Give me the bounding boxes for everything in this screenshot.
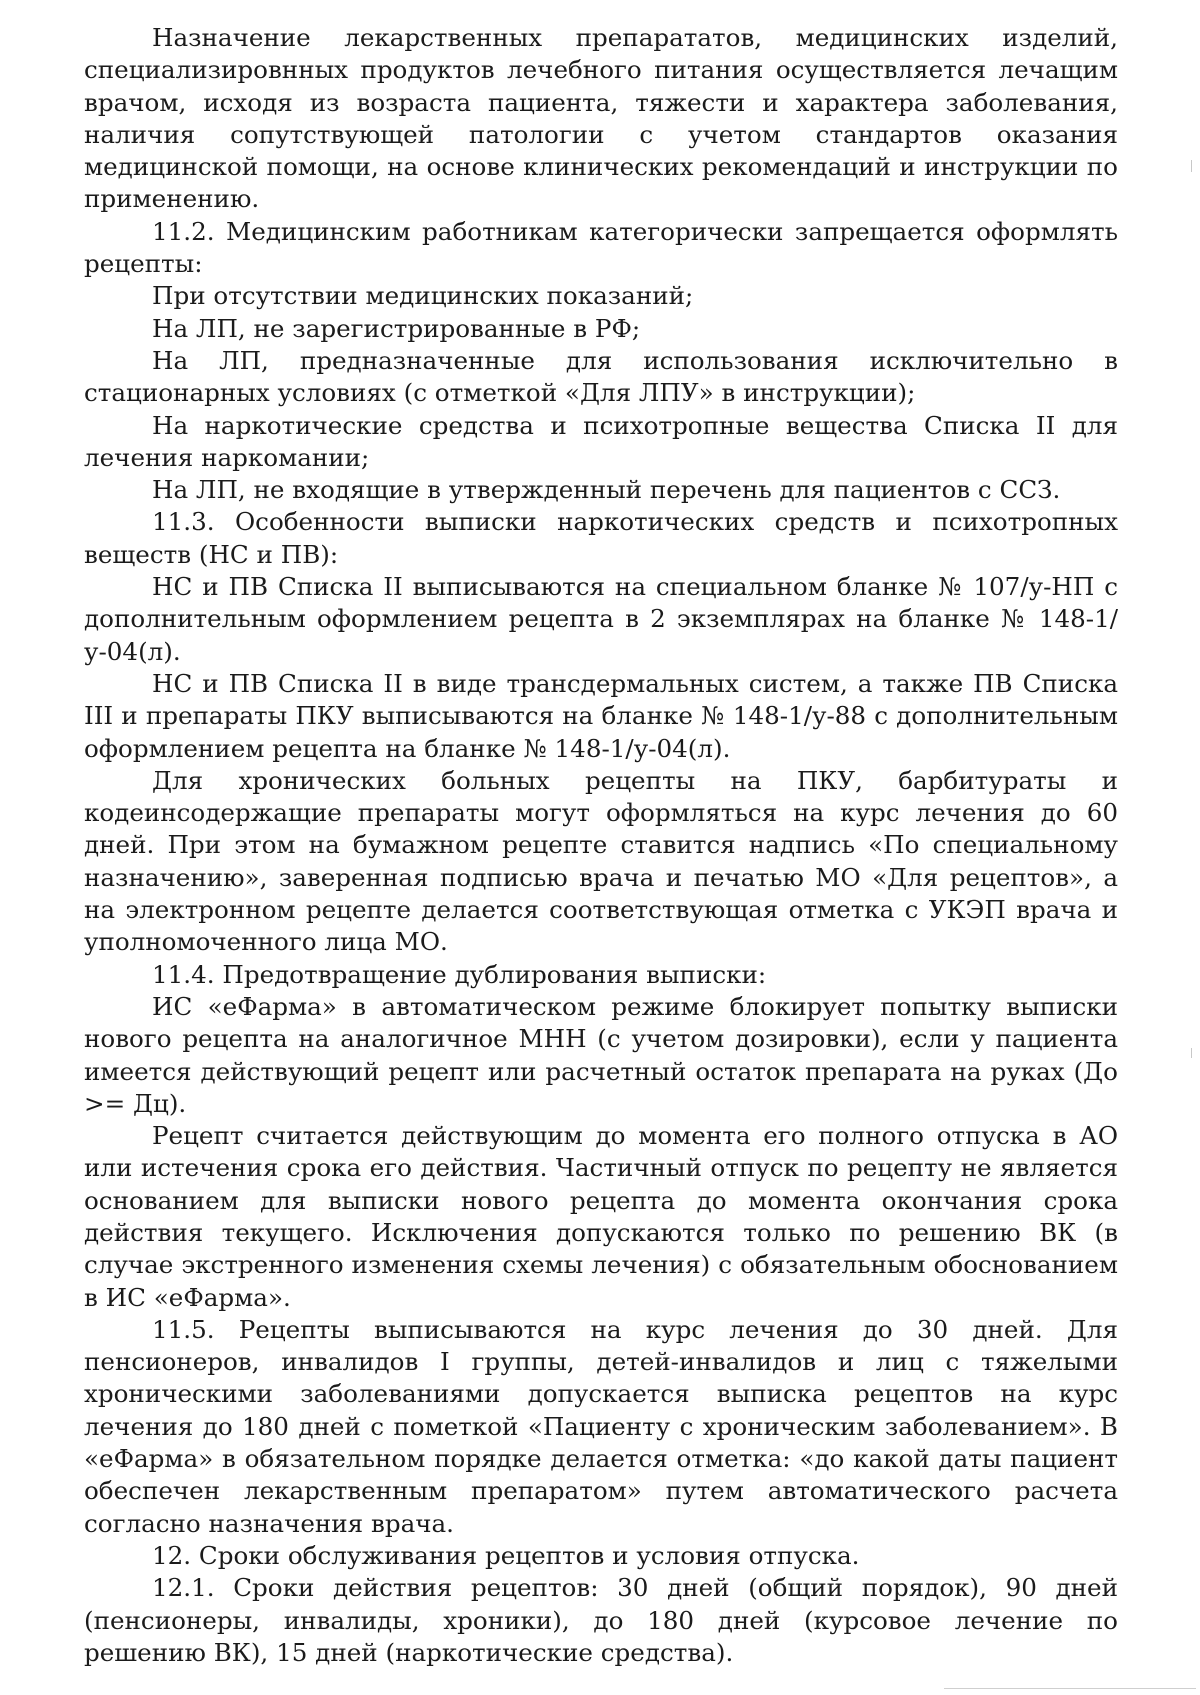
list-item-hospital-only: На ЛП, предназначенные для использования исключительно в стационарных условиях (с отметкой «Для ЛПУ» в инструкции); <box>84 345 1118 408</box>
paragraph-11-5-course: 11.5. Рецепты выписываются на курс лечения до 30 дней. Для пенсионеров, инвалидов I группы, детей-инвалидов и лиц с тяжелыми хроническими заболеваниями допускается выписка рецептов на курс лечения до 180 дней с пометкой «Пациенту с хроническим заболеванием». В «еФарма» в обязательном порядке делается отметка: «до какой даты пациент обеспечен лекарственным препаратом» путем автоматического расчета согласно назначения врача. <box>84 1314 1118 1538</box>
paragraph-transdermal: НС и ПВ Списка II в виде трансдермальных систем, а также ПВ Списка III и препараты ПКУ выписываются на бланке № 148-1/у-88 с дополнительным оформлением рецепта на бланке № 148-1/у-04(л). <box>84 668 1118 763</box>
paragraph-prescribing-basis: Назначение лекарственных препарататов, медицинских изделий, специализировнных продуктов лечебного питания осуществляется лечащим врачом, исходя из возраста пациента, тяжести и характера заболевания, наличия сопутствующей патологии с учетом стандартов оказания медицинской помощи, на основе клинических рекомендаций и инструкции по применению. <box>84 23 1118 214</box>
paragraph-valid-prescription: Рецепт считается действующим до момента его полного отпуска в АО или истечения срока его действия. Частичный отпуск по рецепту не является основанием для выписки нового рецепта до момента окончания срока действия текущего. Исключения допускаются только по решению ВК (в случае экстренного изменения схемы лечения) с обязательным обоснованием в ИС «еФарма». <box>84 1121 1118 1312</box>
scan-edge-line <box>1191 1048 1192 1058</box>
paragraph-list-ii-forms: НС и ПВ Списка II выписываются на специальном бланке № 107/у-НП с дополнительным оформлением рецепта в 2 экземплярах на бланке № 148-1/у-04(л). <box>84 572 1118 666</box>
paragraph-chronic-patients: Для хронических больных рецепты на ПКУ, барбитураты и кодеинсодержащие препараты могут оформляться на курс лечения до 60 дней. При этом на бумажном рецепте ставится надпись «По специальному назначению», заверенная подписью врача и печатью МО «Для рецептов», а на электронном рецепте делается соответствующая отметка с УКЭП врача и уполномоченного лица МО. <box>84 765 1118 957</box>
paragraph-12-1-validity: 12.1. Сроки действия рецептов: 30 дней (общий порядок), 90 дней (пенсионеры, инвалиды, хроники), до 180 дней (курсовое лечение по решению ВК), 15 дней (наркотические средства). <box>84 1573 1118 1667</box>
document-body <box>84 22 1118 1669</box>
paragraph-12-heading: 12. Сроки обслуживания рецептов и условия отпуска. <box>152 1540 860 1570</box>
list-item-no-indications: При отсутствии медицинских показаний; <box>152 281 694 311</box>
list-item-unregistered: На ЛП, не зарегистрированные в РФ; <box>152 313 641 343</box>
list-item-narcotics-addiction: На наркотические средства и психотропные вещества Списка II для лечения наркомании; <box>84 410 1118 472</box>
list-item-not-in-list: На ЛП, не входящие в утвержденный перечень для пациентов с ССЗ. <box>152 475 1061 505</box>
paragraph-11-3-heading: 11.3. Особенности выписки наркотических средств и психотропных веществ (НС и ПВ): <box>84 507 1118 569</box>
scan-edge-line <box>944 1688 1196 1689</box>
paragraph-11-4-heading: 11.4. Предотвращение дублирования выписки: <box>152 959 767 989</box>
paragraph-11-2-heading: 11.2. Медицинским работникам категорически запрещается оформлять рецепты: <box>84 216 1118 279</box>
paragraph-efarma-block: ИС «еФарма» в автоматическом режиме блокирует попытку выписки нового рецепта на аналогичное МНН (с учетом дозировки), если у пациента имеется действующий рецепт или расчетный остаток препарата на руках (До >= Дц). <box>84 991 1118 1118</box>
scan-edge-line <box>1191 160 1192 172</box>
